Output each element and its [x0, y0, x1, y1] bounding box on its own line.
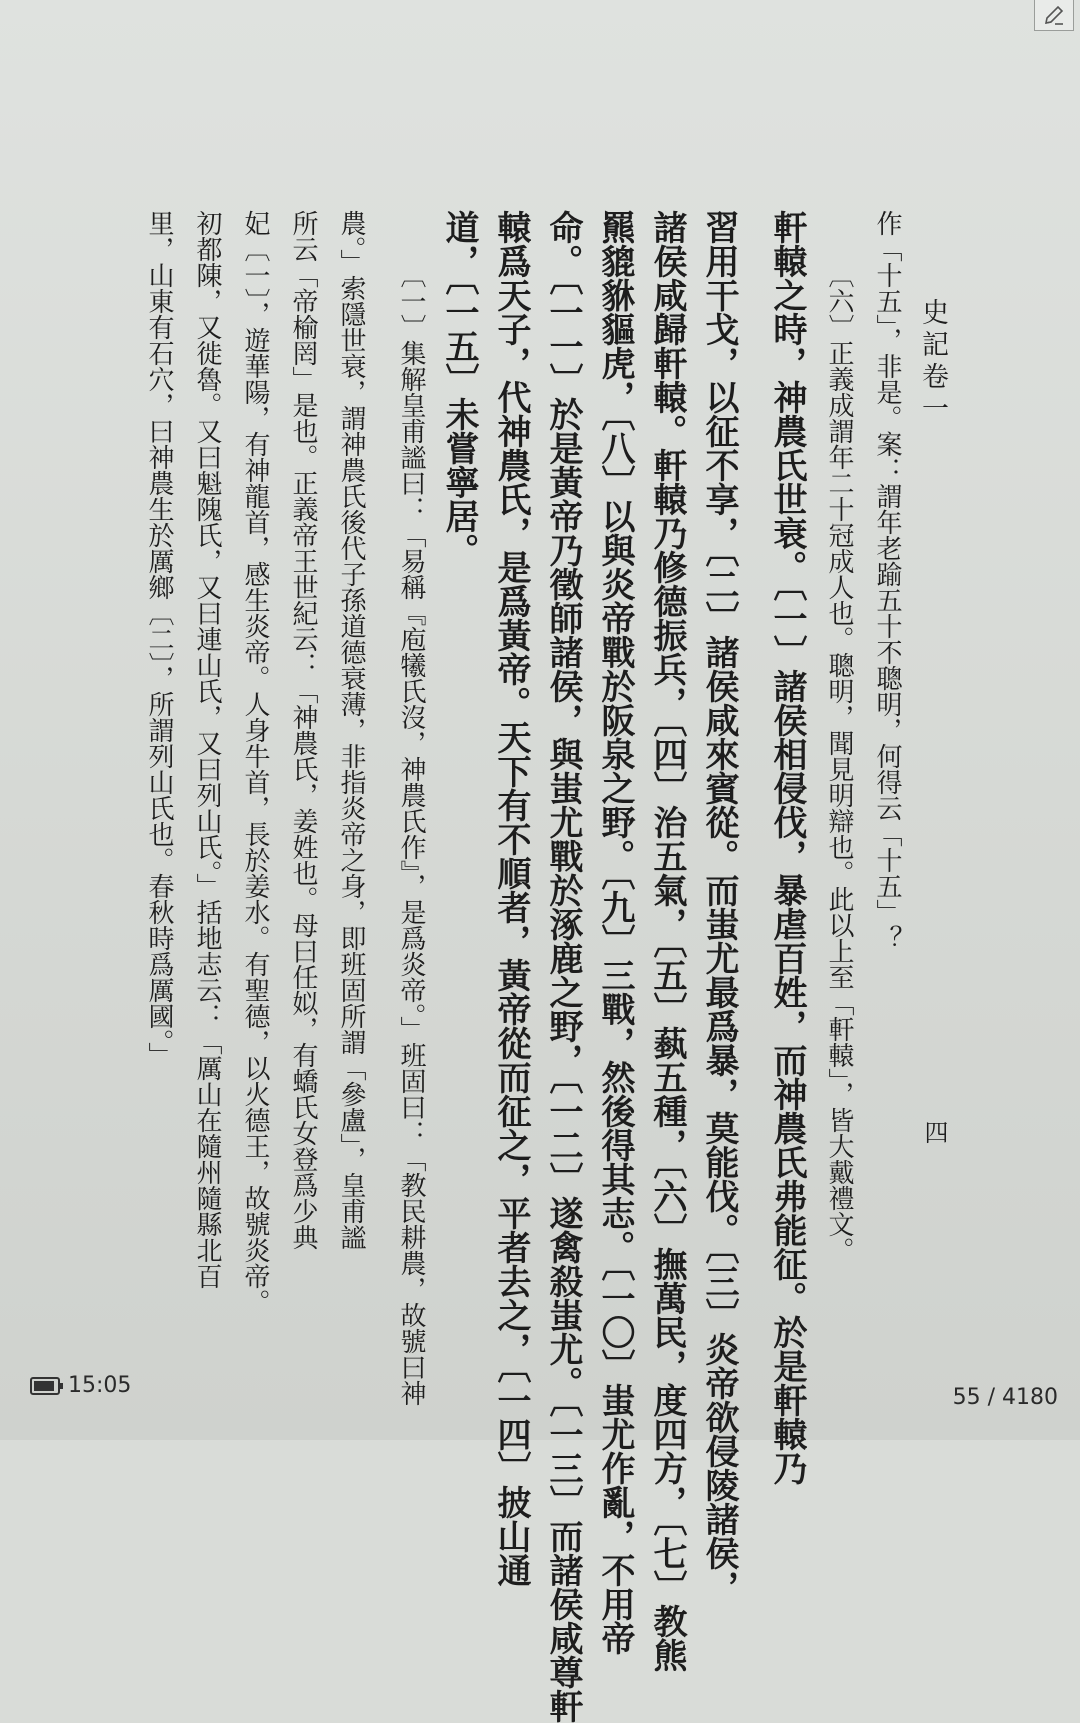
text-column: 軒轅之時，神農氏世衰。〔一〕諸侯相侵伐，暴虐百姓，而神農氏弗能征。於是軒轅乃 — [767, 210, 807, 1485]
text-column: 〔一〕集解皇甫謐曰：「易稱『庖犧氏沒，神農氏作』，是爲炎帝。」班固曰：「教民耕農，故號曰神 — [396, 262, 426, 1406]
battery-icon — [30, 1377, 60, 1395]
status-bar — [30, 1373, 131, 1398]
text-column: 命。〔一一〕於是黃帝乃徵師諸侯，與蚩尤戰於涿鹿之野，〔一二〕遂禽殺蚩尤。〔一三〕而諸侯咸尊軒 — [543, 210, 583, 1723]
text-column: 初都陳，又徙魯。又曰魁隗氏，又曰連山氏，又曰列山氏。」括地志云：「厲山在隨州隨縣北百 — [192, 210, 222, 1289]
clock-time: 15:05 — [68, 1373, 132, 1398]
page-number: 四 — [920, 1120, 948, 1144]
text-column: 諸侯咸歸軒轅。軒轅乃修德振兵，〔四〕治五氣，〔五〕蓺五種，〔六〕撫萬民，度四方，〔七〕教熊 — [647, 210, 687, 1672]
text-column: 習用干戈，以征不享，〔二〕諸侯咸來賓從。而蚩尤最爲暴，莫能伐。〔三〕炎帝欲侵陵諸侯， — [699, 210, 739, 1604]
text-column: 羆貔貅貙虎，〔八〕以與炎帝戰於阪泉之野。〔九〕三戰，然後得其志。〔一〇〕蚩尤作亂，不用帝 — [595, 210, 635, 1655]
text-column: 道，〔一五〕未嘗寧居。 — [439, 210, 479, 567]
edit-button[interactable] — [1034, 0, 1074, 31]
text-column: 〔六〕正義成謂年二十冠成人也。聰明，聞見明辯也。此以上至「軒轅」，皆大戴禮文。 — [824, 262, 854, 1263]
vertical-text-block — [124, 210, 902, 1723]
page-progress[interactable]: 55 / 4180 — [952, 1385, 1058, 1410]
text-column: 轅爲天子，代神農氏，是爲黃帝。天下有不順者，黃帝從而征之，平者去之，〔一四〕披山通 — [491, 210, 531, 1587]
text-column: 里，山東有石穴，曰神農生於厲鄉〔二〕，所謂列山氏也。春秋時爲厲國。」 — [144, 210, 174, 1068]
text-column: 所云「帝榆罔」是也。正義帝王世紀云：「神農氏，姜姓也。母曰任姒，有蟜氏女登爲少典 — [288, 210, 318, 1250]
text-column: 農。」索隱世衰，謂神農氏後代子孫道德衰薄，非指炎帝之身，即班固所謂「參盧」，皇甫謐 — [336, 210, 366, 1250]
text-column: 妃〔一〕，遊華陽，有神龍首，感生炎帝。人身牛首，長於姜水。有聖德，以火德王，故號炎帝。 — [240, 210, 270, 1315]
pencil-icon — [1043, 4, 1065, 26]
running-title: 史記卷一 — [917, 298, 948, 426]
text-column: 作「十五」，非是。案：謂年老踰五十不聰明，何得云「十五」？ — [872, 210, 902, 951]
